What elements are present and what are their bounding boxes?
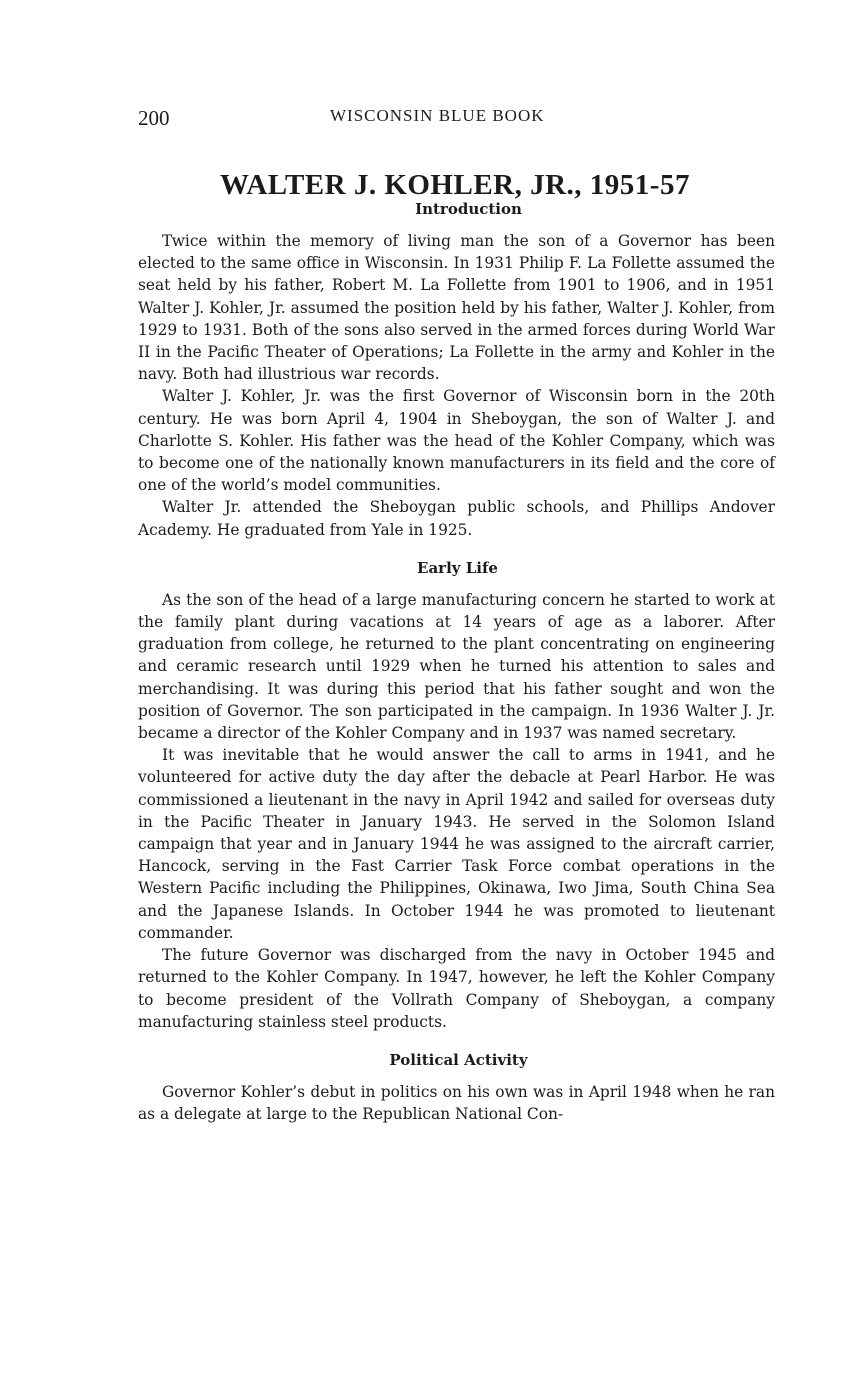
section-introduction bbox=[138, 198, 775, 541]
paragraph: Walter J. Kohler, Jr. was the first Governor of Wisconsin born in the 20th century. He was born April 4, 1904 in Sheboygan, the son of Walter J. and Charlotte S. Kohler. His father was the head of the Kohler Company, which was to become one of the nationally known manufacturers in its field and the core of one of the world’s model communities. bbox=[138, 387, 775, 495]
paragraph: As the son of the head of a large manufacturing concern he started to work at the family plant during vacations at 14 years of age as a laborer. After graduation from college, he returned to the plant concentrating on engineering and ceramic research until 1929 when he turned his attention to sales and merchandising. It was during this period that his father sought and won the position of Governor. The son participated in the campaign. In 1936 Walter J. Jr. became a director of the Kohler Company and in 1937 was named secretary. bbox=[138, 590, 775, 743]
section-early-life bbox=[138, 557, 775, 1033]
section-heading: Introduction bbox=[415, 200, 522, 218]
book-title: WISCONSIN BLUE BOOK bbox=[330, 106, 545, 125]
paragraph: Walter Jr. attended the Sheboygan public schools, and Phillips Andover Academy. He graduated from Yale in 1925. bbox=[138, 498, 775, 539]
section-heading: Early Life bbox=[417, 558, 498, 577]
paragraph: Governor Kohler’s debut in politics on his own was in April 1948 when he ran as a delegate at large to the Republican National Con- bbox=[138, 1082, 775, 1124]
section-heading: Political Activity bbox=[389, 1050, 528, 1069]
paragraph: The future Governor was discharged from the navy in October 1945 and returned to the Kohler Company. In 1947, however, he left the Kohler Company to become president of the Vollrath Company of Sheboygan, a company manufacturing stainless steel products. bbox=[138, 946, 775, 1031]
paragraph: Twice within the memory of living man the son of a Governor has been elected to the same office in Wisconsin. In 1931 Philip F. La Follette assumed the seat held by his father, Robert M. La Follette from 1901 to 1906, and in 1951 Walter J. Kohler, Jr. assumed the position held by his father, Walter J. Kohler, from 1929 to 1931. Both of the sons also served in the armed forces during World War II in the Pacific Theater of Operations; La Follette in the army and Kohler in the navy. Both had illustrious war records. bbox=[138, 232, 775, 384]
chapter-title: WALTER J. KOHLER, JR., 1951-57 bbox=[220, 169, 690, 202]
running-head bbox=[138, 104, 773, 130]
page-number: 200 bbox=[138, 106, 170, 130]
article-body bbox=[138, 198, 775, 1125]
paragraph: It was inevitable that he would answer the call to arms in 1941, and he volunteered for active duty the day after the debacle at Pearl Harbor. He was commissioned a lieutenant in the navy in April 1942 and sailed for overseas duty in the Pacific Theater in January 1943. He served in the Solomon Island campaign that year and in January 1944 he was assigned to the aircraft carrier, Hancock, serving in the Fast Carrier Task Force combat operations in the Western Pacific including the Philippines, Okinawa, Iwo Jima, South China Sea and the Japanese Islands. In October 1944 he was promoted to lieutenant commander. bbox=[138, 746, 775, 942]
section-political-activity bbox=[138, 1049, 775, 1125]
